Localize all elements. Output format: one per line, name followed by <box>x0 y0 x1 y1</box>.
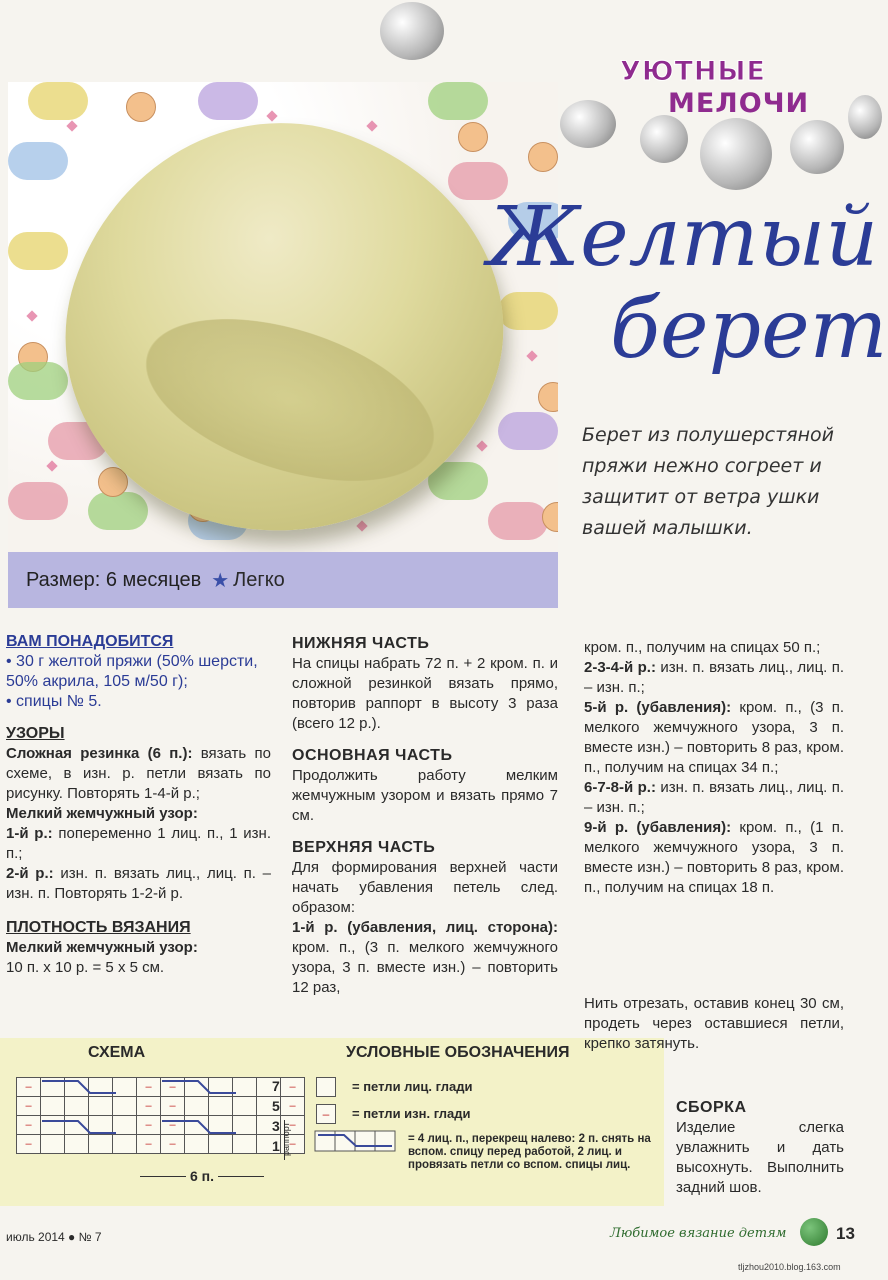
r5-text: кром. п., (3 п. мелкого жемчужного узора, 3 п. вместе изн.) – повторить 8 раз, кром. п., получим на спицах 34 п.; <box>584 699 844 776</box>
section-header-line1: УЮТНЫЕ <box>620 56 766 87</box>
charm-ornament <box>700 118 772 190</box>
charm-ornament <box>790 120 844 174</box>
section-header-line2: МЕЛОЧИ <box>668 88 810 119</box>
pearl-r2-label: 2-й р.: <box>6 865 54 882</box>
lower-text: На спицы набрать 72 п. + 2 кром. п. и сложной резинкой вязать прямо, повторив раппорт в высоту 3 раза (всего 12 р.). <box>292 655 558 732</box>
upper-r1-text: кром. п., (3 п. мелкого жемчужного узора, 3 п. вместе изн.) – повторить 12 раз, <box>292 939 558 996</box>
assembly-text: Изделие слегка увлажнить и дать высохнуть. Выполнить задний шов. <box>676 1119 844 1196</box>
size-bar <box>8 552 558 608</box>
r5-label: 5-й р. (убавления): <box>584 699 732 716</box>
legend-cross-text: = 4 лиц. п., перекрещ налево: 2 п. снять на вспом. спицу перед работой, 2 лиц. и провязать петли со вспом. спицы лиц. <box>408 1133 651 1171</box>
column-3 <box>584 638 844 898</box>
legend-knit-text: = петли лиц. глади <box>352 1079 473 1094</box>
pearl-r1-label: 1-й р.: <box>6 825 53 842</box>
finish-text: Нить отрезать, оставив конец 30 см, продеть через оставшиеся петли, крепко затянуть. <box>584 995 844 1052</box>
title-line2: берет <box>610 282 888 377</box>
blog-credit: tljzhou2010.blog.163.com <box>738 1262 841 1272</box>
size-text: Размер: 6 месяцев <box>26 568 202 591</box>
row-number: 7 <box>272 1078 280 1094</box>
r234-text: изн. п. вязать лиц., лиц. п. – изн. п.; <box>584 659 844 696</box>
charm-ornament <box>380 2 444 60</box>
needs-heading: ВАМ ПОНАДОБИТСЯ <box>6 633 174 650</box>
assembly-heading: СБОРКА <box>676 1099 747 1116</box>
page-number: 13 <box>836 1224 855 1243</box>
density-heading: ПЛОТНОСТЬ ВЯЗАНИЯ <box>6 919 191 936</box>
r9-label: 9-й р. (убавления): <box>584 819 732 836</box>
rapport-label: раппорт <box>281 1122 291 1156</box>
pearl-r1-text: попеременно 1 лиц. п., 1 изн. п.; <box>6 825 271 862</box>
column-2 <box>292 634 558 998</box>
row-number: 5 <box>272 1098 280 1114</box>
row-number: 1 <box>272 1138 280 1154</box>
magazine-name: Любимое вязание детям <box>610 1226 787 1241</box>
charm-ornament <box>560 100 616 148</box>
assembly-block <box>676 1098 844 1198</box>
r678-label: 6-7-8-й р.: <box>584 779 656 796</box>
upper-text: Для формирования верхней части начать убавления петель след. образом: <box>292 859 558 916</box>
lower-heading: НИЖНЯЯ ЧАСТЬ <box>292 635 430 652</box>
width-label: 6 п. <box>186 1168 218 1184</box>
density-text: 10 п. х 10 р. = 5 х 5 см. <box>6 959 165 976</box>
main-heading: ОСНОВНАЯ ЧАСТЬ <box>292 747 453 764</box>
difficulty-label: Легко <box>233 568 285 591</box>
legend-purl-text: = петли изн. глади <box>352 1106 471 1121</box>
charm-ornament <box>848 95 882 139</box>
legend-knit-cell <box>316 1077 336 1097</box>
legend-cross-symbol <box>314 1130 398 1152</box>
legend-purl-cell: – <box>316 1104 336 1124</box>
title-line1: Желтый <box>488 190 879 285</box>
pearl-label: Мелкий жемчужный узор: <box>6 805 198 822</box>
charm-ornament <box>640 115 688 163</box>
scheme-title: СХЕМА <box>88 1044 146 1061</box>
column-3-finish <box>584 994 844 1054</box>
r678-text: изн. п. вязать лиц., лиц. п. – изн. п.; <box>584 779 844 816</box>
rib-label: Сложная резинка (6 п.): <box>6 745 193 762</box>
legend-title: УСЛОВНЫЕ ОБОЗНАЧЕНИЯ <box>346 1044 570 1061</box>
upper-r1-label: 1-й р. (убавления, лиц. сторона): <box>292 919 558 936</box>
patterns-heading: УЗОРЫ <box>6 725 65 742</box>
r9-text: кром. п., (1 п. мелкого жемчужного узора, 3 п. вместе изн.) – повторить 8 раз, кром. п., получим на спицах 18 п. <box>584 819 844 896</box>
intro-text: Берет из полушерстяной пряжи нежно согреет и защитит от ветра ушки вашей малышки. <box>582 424 834 539</box>
main-text: Продолжить работу мелким жемчужным узором и вязать прямо 7 см. <box>292 767 558 824</box>
issue-label: июль 2014 ● № 7 <box>6 1230 102 1244</box>
yarn-ball-icon <box>800 1218 828 1246</box>
r234-label: 2-3-4-й р.: <box>584 659 656 676</box>
star-icon: ★ <box>211 569 230 592</box>
row-number: 3 <box>272 1118 280 1134</box>
knitting-chart: – – – – – – – – – – – – – – – – <box>16 1077 305 1154</box>
density-label: Мелкий жемчужный узор: <box>6 939 198 956</box>
rib-text: вязать по схеме, в изн. р. петли вязать по рисунку. Повторять 1-4-й р.; <box>6 745 271 802</box>
pearl-r2-text: изн. п. вязать лиц., лиц. п. – изн. п. Повторять 1-2-й р. <box>6 865 271 902</box>
upper-heading: ВЕРХНЯЯ ЧАСТЬ <box>292 839 436 856</box>
col3-cont: кром. п., получим на спицах 50 п.; <box>584 639 821 656</box>
column-1 <box>6 632 271 978</box>
needs-item-yarn: • 30 г желтой пряжи (50% шерсти, 50% акрила, 105 м/50 г); <box>6 653 258 690</box>
needs-item-needles: • спицы № 5. <box>6 693 102 710</box>
cross-stitch-lines <box>16 1077 316 1161</box>
